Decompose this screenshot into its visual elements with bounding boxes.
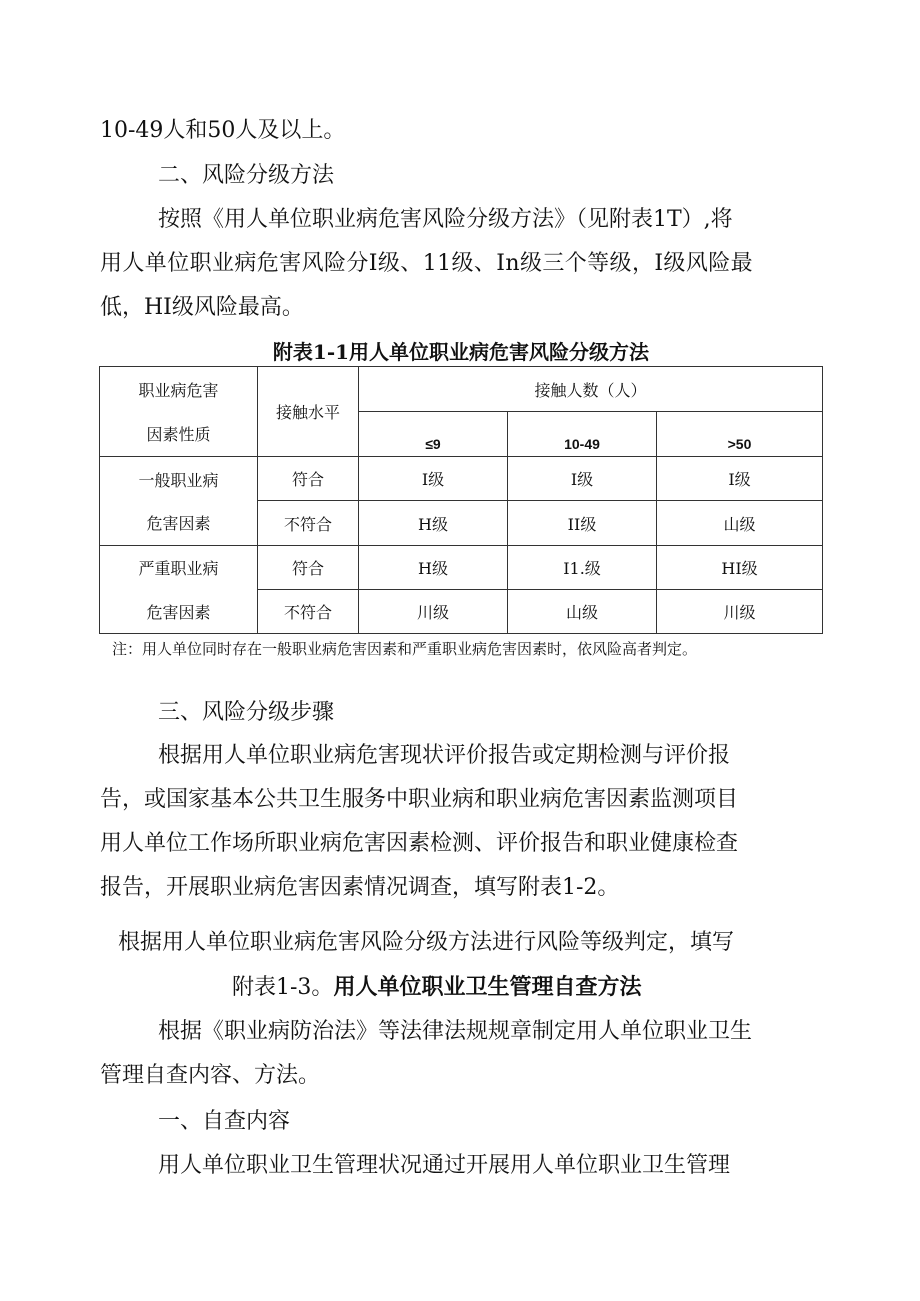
paragraph-line: 用人单位职业卫生管理状况通过开展用人单位职业卫生管理 bbox=[158, 1153, 731, 1178]
level-cell: 符合 bbox=[258, 545, 359, 589]
grade-cell: I级 bbox=[657, 457, 823, 501]
table-caption: 附表1-1用人单位职业病危害风险分级方法 bbox=[272, 340, 650, 364]
section-title-self-check: 用人单位职业卫生管理自查方法 bbox=[333, 974, 642, 1000]
paragraph-fragment: 附表1-3。 bbox=[232, 975, 334, 1000]
grade-cell: I级 bbox=[359, 457, 508, 501]
group-name-cell bbox=[100, 545, 258, 633]
grade-cell: I1.级 bbox=[508, 545, 657, 589]
header-factor-line1: 职业病危害 bbox=[138, 382, 219, 400]
paragraph-line: 报告，开展职业病危害因素情况调查，填写附表1-2。 bbox=[100, 875, 620, 900]
header-factor-cell bbox=[100, 367, 258, 457]
grade-cell: 山级 bbox=[508, 589, 657, 633]
grade-cell: 山级 bbox=[657, 501, 823, 545]
group-name-cell bbox=[100, 457, 258, 545]
grade-cell: HI级 bbox=[657, 545, 823, 589]
paragraph-line: 低，HI级风险最高。 bbox=[100, 295, 304, 320]
paragraph-line: 根据用人单位职业病危害现状评价报告或定期检测与评价报 bbox=[158, 743, 731, 768]
header-factor-line2: 因素性质 bbox=[146, 427, 211, 445]
paragraph-line: 10-49人和50人及以上。 bbox=[100, 118, 346, 143]
grade-cell: II级 bbox=[508, 501, 657, 545]
sub-heading: 一、自查内容 bbox=[158, 1108, 291, 1133]
group-name-line2: 危害因素 bbox=[146, 604, 211, 622]
level-cell: 符合 bbox=[258, 457, 359, 501]
grade-cell: 川级 bbox=[657, 589, 823, 633]
paragraph-line bbox=[232, 972, 641, 1003]
group-name-line2: 危害因素 bbox=[146, 516, 211, 534]
grade-cell: H级 bbox=[359, 545, 508, 589]
paragraph-line: 根据用人单位职业病危害风险分级方法进行风险等级判定，填写 bbox=[118, 930, 735, 955]
section-heading-3: 三、风险分级步骤 bbox=[158, 699, 335, 724]
grade-cell: I级 bbox=[508, 457, 657, 501]
grade-cell: H级 bbox=[359, 501, 508, 545]
paragraph-line: 用人单位职业病危害风险分I级、11级、In级三个等级，I级风险最 bbox=[100, 251, 754, 276]
table-note: 注：用人单位同时存在一般职业病危害因素和严重职业病危害因素时，依风险高者判定。 bbox=[112, 641, 698, 658]
paragraph-line: 管理自查内容、方法。 bbox=[100, 1063, 321, 1088]
header-col-gt50: >50 bbox=[657, 412, 823, 457]
paragraph-line: 告，或国家基本公共卫生服务中职业病和职业病危害因素监测项目 bbox=[100, 787, 739, 812]
group-name-line1: 一般职业病 bbox=[138, 472, 219, 490]
level-cell: 不符合 bbox=[258, 501, 359, 545]
header-col-le9: ≤9 bbox=[359, 412, 508, 457]
risk-grade-table bbox=[99, 366, 823, 634]
level-cell: 不符合 bbox=[258, 589, 359, 633]
grade-cell: 川级 bbox=[359, 589, 508, 633]
table-row bbox=[100, 457, 823, 501]
group-name-line1: 严重职业病 bbox=[138, 560, 219, 578]
header-level-cell: 接触水平 bbox=[258, 367, 359, 457]
header-count-cell: 接触人数（人） bbox=[359, 367, 823, 412]
paragraph-line: 按照《用人单位职业病危害风险分级方法》（见附表1T）,将 bbox=[158, 207, 733, 232]
paragraph-line: 根据《职业病防治法》等法律法规规章制定用人单位职业卫生 bbox=[158, 1019, 753, 1044]
section-heading-2: 二、风险分级方法 bbox=[158, 162, 335, 187]
header-col-10-49: 10-49 bbox=[508, 412, 657, 457]
paragraph-line: 用人单位工作场所职业病危害因素检测、评价报告和职业健康检查 bbox=[100, 831, 739, 856]
table-row bbox=[100, 545, 823, 589]
